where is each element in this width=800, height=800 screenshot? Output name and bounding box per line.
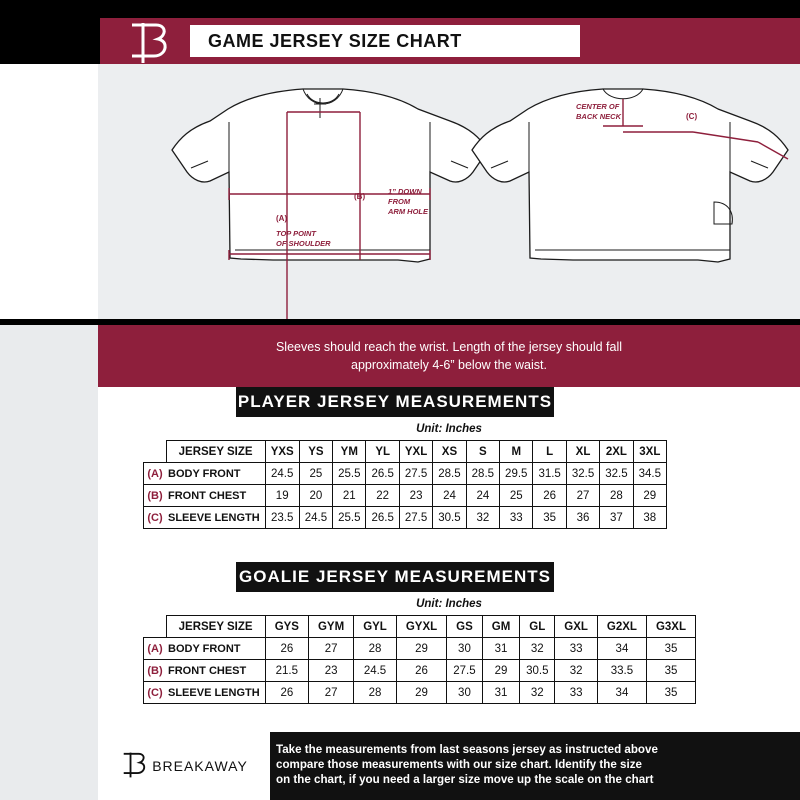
player-size-3: YL bbox=[366, 441, 399, 463]
goalie-size-9: G3XL bbox=[646, 616, 695, 638]
player-section-title: PLAYER JERSEY MEASUREMENTS bbox=[236, 387, 554, 417]
player-r2-c7: 33 bbox=[500, 507, 533, 529]
goalie-r0-c4: 30 bbox=[447, 638, 483, 660]
back-jersey-art bbox=[472, 89, 788, 262]
table-row bbox=[144, 507, 667, 529]
goalie-r1-c3: 26 bbox=[396, 660, 446, 682]
player-r2-c1: 24.5 bbox=[299, 507, 332, 529]
player-size-4: YXL bbox=[399, 441, 432, 463]
footer-line-3: on the chart, if you need a larger size move up the scale on the chart bbox=[276, 773, 654, 786]
player-size-7: M bbox=[500, 441, 533, 463]
table-row bbox=[144, 638, 696, 660]
goalie-measurements-table bbox=[143, 615, 696, 704]
goalie-r1-c7: 32 bbox=[555, 660, 598, 682]
player-r2-c3: 26.5 bbox=[366, 507, 399, 529]
player-size-5: XS bbox=[433, 441, 466, 463]
player-r1-c10: 28 bbox=[600, 485, 633, 507]
player-r0-c2: 25.5 bbox=[333, 463, 366, 485]
goalie-row-1-name: FRONT CHEST bbox=[166, 660, 265, 682]
player-size-10: 2XL bbox=[600, 441, 633, 463]
goalie-size-7: GXL bbox=[555, 616, 598, 638]
goalie-r2-c3: 29 bbox=[396, 682, 446, 704]
player-r2-c4: 27.5 bbox=[399, 507, 432, 529]
player-r0-c6: 28.5 bbox=[466, 463, 499, 485]
sleeve-length-note bbox=[98, 325, 800, 387]
goalie-size-0: GYS bbox=[265, 616, 308, 638]
player-r0-c4: 27.5 bbox=[399, 463, 432, 485]
front-label-a-line1: TOP POINT bbox=[276, 229, 317, 238]
goalie-r2-c0: 26 bbox=[265, 682, 308, 704]
front-label-b-line1: 1” DOWN bbox=[388, 187, 422, 196]
player-r1-c3: 22 bbox=[366, 485, 399, 507]
player-r0-c10: 32.5 bbox=[600, 463, 633, 485]
goalie-r1-c5: 29 bbox=[482, 660, 520, 682]
breakaway-b-logo-icon-footer bbox=[120, 751, 146, 782]
player-r2-c6: 32 bbox=[466, 507, 499, 529]
page-title bbox=[190, 25, 580, 57]
goalie-r2-c5: 31 bbox=[482, 682, 520, 704]
player-size-2: YM bbox=[333, 441, 366, 463]
player-r0-c5: 28.5 bbox=[433, 463, 466, 485]
player-size-0: YXS bbox=[265, 441, 299, 463]
goalie-size-label: JERSEY SIZE bbox=[166, 616, 265, 638]
player-r1-c8: 26 bbox=[533, 485, 566, 507]
player-r2-c8: 35 bbox=[533, 507, 566, 529]
goalie-section-title: GOALIE JERSEY MEASUREMENTS bbox=[236, 562, 554, 592]
goalie-r1-c6: 30.5 bbox=[520, 660, 555, 682]
footer-instructions bbox=[276, 742, 776, 787]
goalie-r2-c1: 27 bbox=[308, 682, 353, 704]
goalie-r0-c6: 32 bbox=[520, 638, 555, 660]
goalie-r1-c4: 27.5 bbox=[447, 660, 483, 682]
goalie-r0-c7: 33 bbox=[555, 638, 598, 660]
player-row-2-tag: (C) bbox=[144, 507, 167, 529]
goalie-size-6: GL bbox=[520, 616, 555, 638]
note-line-2: approximately 4-6” below the waist. bbox=[351, 358, 547, 372]
goalie-r2-c7: 33 bbox=[555, 682, 598, 704]
front-label-a-tag: (A) bbox=[276, 214, 288, 223]
jersey-diagram-svg bbox=[98, 64, 800, 319]
goalie-unit-label: Unit: Inches bbox=[416, 598, 482, 610]
front-label-b-line2: FROM bbox=[388, 197, 411, 206]
player-size-6: S bbox=[466, 441, 499, 463]
player-size-1: YS bbox=[299, 441, 332, 463]
player-r2-c5: 30.5 bbox=[433, 507, 466, 529]
player-r1-c6: 24 bbox=[466, 485, 499, 507]
goalie-row-0-tag: (A) bbox=[144, 638, 167, 660]
player-r1-c4: 23 bbox=[399, 485, 432, 507]
footer-brand bbox=[98, 732, 270, 800]
left-gray-strip bbox=[0, 325, 98, 800]
goalie-r2-c2: 28 bbox=[354, 682, 397, 704]
footer-brand-text: BREAKAWAY bbox=[152, 758, 248, 774]
goalie-r2-c8: 34 bbox=[597, 682, 646, 704]
goalie-r1-c8: 33.5 bbox=[597, 660, 646, 682]
front-jersey-art bbox=[172, 89, 488, 262]
jersey-illustration bbox=[98, 64, 800, 319]
header-band-black-left bbox=[0, 18, 100, 64]
goalie-row-2-tag: (C) bbox=[144, 682, 167, 704]
player-r0-c3: 26.5 bbox=[366, 463, 399, 485]
player-r2-c0: 23.5 bbox=[265, 507, 299, 529]
note-line-1: Sleeves should reach the wrist. Length of the jersey should fall bbox=[275, 340, 623, 354]
player-measurements-table bbox=[143, 440, 667, 529]
player-size-9: XL bbox=[566, 441, 599, 463]
goalie-size-5: GM bbox=[482, 616, 520, 638]
player-table-header-row bbox=[144, 441, 667, 463]
player-size-label: JERSEY SIZE bbox=[166, 441, 265, 463]
goalie-r0-c3: 29 bbox=[396, 638, 446, 660]
player-row-1-tag: (B) bbox=[144, 485, 167, 507]
table-row bbox=[144, 485, 667, 507]
player-r0-c8: 31.5 bbox=[533, 463, 566, 485]
player-r2-c9: 36 bbox=[566, 507, 599, 529]
player-unit-label: Unit: Inches bbox=[416, 423, 482, 435]
player-row-2-name: SLEEVE LENGTH bbox=[166, 507, 265, 529]
breakaway-b-logo-icon bbox=[112, 22, 182, 64]
player-r2-c2: 25.5 bbox=[333, 507, 366, 529]
goalie-r2-c4: 30 bbox=[447, 682, 483, 704]
player-r1-c7: 25 bbox=[500, 485, 533, 507]
front-label-a-line2: OF SHOULDER bbox=[276, 239, 331, 248]
footer-line-2: compare those measurements with our size chart. Identify the size bbox=[276, 758, 642, 771]
goalie-r0-c0: 26 bbox=[265, 638, 308, 660]
goalie-r0-c2: 28 bbox=[354, 638, 397, 660]
back-label-c-tag: (C) bbox=[686, 112, 698, 121]
illustration-left-strip bbox=[0, 64, 98, 319]
player-size-11: 3XL bbox=[633, 441, 666, 463]
player-r0-c9: 32.5 bbox=[566, 463, 599, 485]
goalie-r2-c6: 32 bbox=[520, 682, 555, 704]
back-label-c-line2: BACK NECK bbox=[576, 112, 621, 121]
player-row-0-tag: (A) bbox=[144, 463, 167, 485]
page-title-text: GAME JERSEY SIZE CHART bbox=[208, 30, 462, 51]
player-row-1-name: FRONT CHEST bbox=[166, 485, 265, 507]
goalie-table-header-row bbox=[144, 616, 696, 638]
goalie-r0-c1: 27 bbox=[308, 638, 353, 660]
table-row bbox=[144, 682, 696, 704]
goalie-r1-c0: 21.5 bbox=[265, 660, 308, 682]
player-r2-c10: 37 bbox=[600, 507, 633, 529]
player-r2-c11: 38 bbox=[633, 507, 666, 529]
goalie-r2-c9: 35 bbox=[646, 682, 695, 704]
goalie-size-4: GS bbox=[447, 616, 483, 638]
goalie-size-3: GYXL bbox=[396, 616, 446, 638]
goalie-size-1: GYM bbox=[308, 616, 353, 638]
player-r0-c1: 25 bbox=[299, 463, 332, 485]
goalie-r0-c5: 31 bbox=[482, 638, 520, 660]
back-label-c-line1: CENTER OF bbox=[576, 102, 620, 111]
goalie-row-2-name: SLEEVE LENGTH bbox=[166, 682, 265, 704]
footer-line-1: Take the measurements from last seasons jersey as instructed above bbox=[276, 743, 658, 756]
goalie-row-0-name: BODY FRONT bbox=[166, 638, 265, 660]
goalie-r1-c9: 35 bbox=[646, 660, 695, 682]
player-size-8: L bbox=[533, 441, 566, 463]
goalie-size-2: GYL bbox=[354, 616, 397, 638]
player-r1-c5: 24 bbox=[433, 485, 466, 507]
goalie-r1-c1: 23 bbox=[308, 660, 353, 682]
table-row bbox=[144, 660, 696, 682]
player-r1-c2: 21 bbox=[333, 485, 366, 507]
goalie-r0-c9: 35 bbox=[646, 638, 695, 660]
goalie-size-8: G2XL bbox=[597, 616, 646, 638]
front-label-b-tag: (B) bbox=[354, 192, 366, 201]
goalie-r1-c2: 24.5 bbox=[354, 660, 397, 682]
player-r1-c0: 19 bbox=[265, 485, 299, 507]
player-r0-c0: 24.5 bbox=[265, 463, 299, 485]
table-row bbox=[144, 463, 667, 485]
player-row-0-name: BODY FRONT bbox=[166, 463, 265, 485]
player-r1-c9: 27 bbox=[566, 485, 599, 507]
player-r0-c11: 34.5 bbox=[633, 463, 666, 485]
player-r1-c1: 20 bbox=[299, 485, 332, 507]
player-r0-c7: 29.5 bbox=[500, 463, 533, 485]
player-r1-c11: 29 bbox=[633, 485, 666, 507]
goalie-row-1-tag: (B) bbox=[144, 660, 167, 682]
goalie-r0-c8: 34 bbox=[597, 638, 646, 660]
front-label-b-line3: ARM HOLE bbox=[388, 207, 428, 216]
